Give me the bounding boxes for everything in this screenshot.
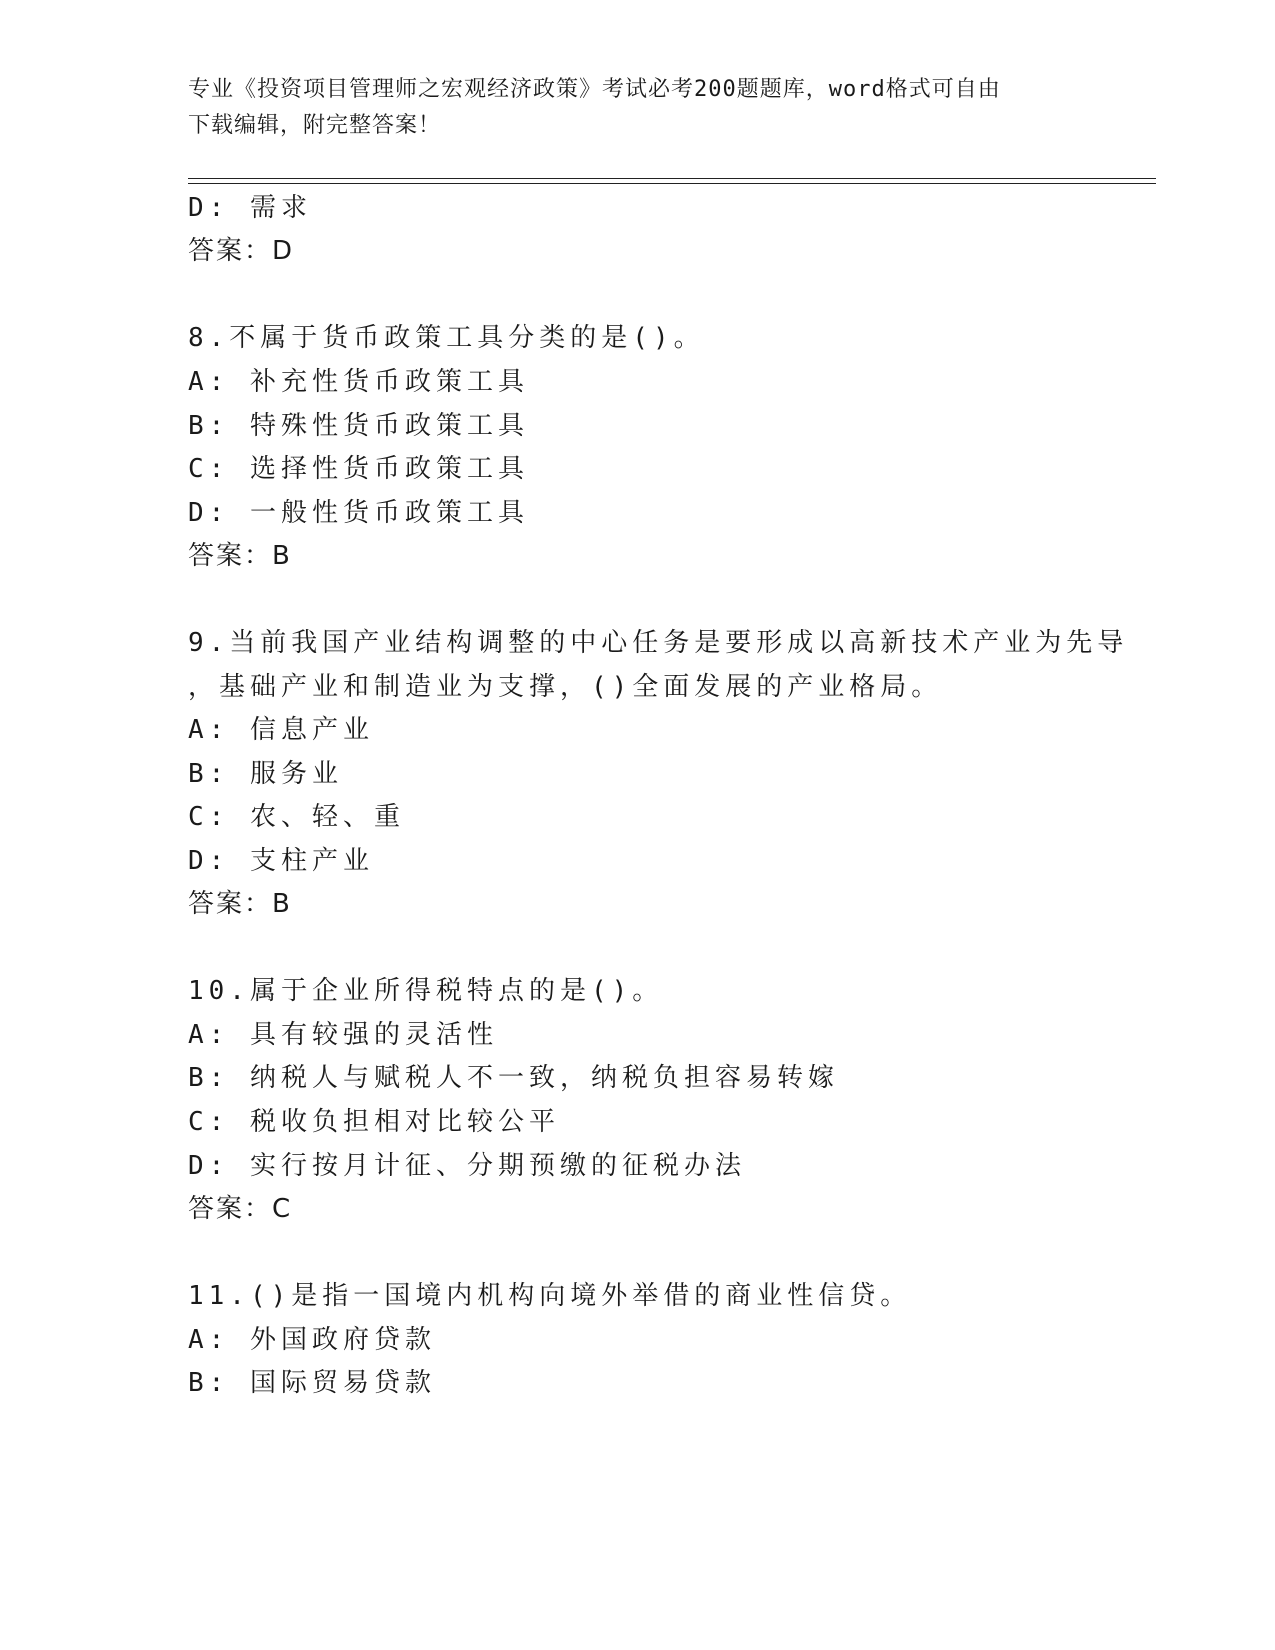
q10-option-b: B: 纳税人与赋税人不一致，纳税负担容易转嫁 bbox=[188, 1063, 839, 1093]
q9-option-b: B: 服务业 bbox=[188, 759, 343, 789]
q8-option-d: D: 一般性货币政策工具 bbox=[188, 498, 529, 528]
q8-question: 8.不属于货币政策工具分类的是()。 bbox=[188, 323, 705, 353]
q10-option-d: D: 实行按月计征、分期预缴的征税办法 bbox=[188, 1151, 746, 1181]
q11-option-a: A: 外国政府贷款 bbox=[188, 1325, 436, 1355]
header-divider-bottom bbox=[188, 183, 1156, 184]
q10-answer: 答案：C bbox=[188, 1194, 293, 1224]
q8-option-a: A: 补充性货币政策工具 bbox=[188, 367, 529, 397]
page-header bbox=[188, 72, 1088, 144]
q9-option-a: A: 信息产业 bbox=[188, 715, 374, 745]
q9-question-line-2: ，基础产业和制造业为支撑，()全面发展的产业格局。 bbox=[188, 672, 943, 702]
q10-option-a: A: 具有较强的灵活性 bbox=[188, 1020, 498, 1050]
q8-option-b: B: 特殊性货币政策工具 bbox=[188, 411, 529, 441]
prev-answer: 答案：D bbox=[188, 236, 295, 266]
prev-option-d: D: 需求 bbox=[188, 193, 312, 223]
q8-answer: 答案：B bbox=[188, 541, 292, 571]
q11-option-b: B: 国际贸易贷款 bbox=[188, 1368, 436, 1398]
header-line-2: 下载编辑，附完整答案！ bbox=[188, 113, 442, 138]
q11-question: 11.()是指一国境内机构向境外举借的商业性信贷。 bbox=[188, 1281, 912, 1311]
q8-option-c: C: 选择性货币政策工具 bbox=[188, 454, 529, 484]
header-divider-top bbox=[188, 178, 1156, 179]
q9-option-c: C: 农、轻、重 bbox=[188, 802, 405, 832]
q10-option-c: C: 税收负担相对比较公平 bbox=[188, 1107, 560, 1137]
q10-question: 10.属于企业所得税特点的是()。 bbox=[188, 976, 664, 1006]
q9-answer: 答案：B bbox=[188, 889, 292, 919]
q9-question-line-1: 9.当前我国产业结构调整的中心任务是要形成以高新技术产业为先导 bbox=[188, 628, 1129, 658]
header-line-1: 专业《投资项目管理师之宏观经济政策》考试必考200题题库，word格式可自由 bbox=[188, 77, 1001, 102]
q9-option-d: D: 支柱产业 bbox=[188, 846, 374, 876]
